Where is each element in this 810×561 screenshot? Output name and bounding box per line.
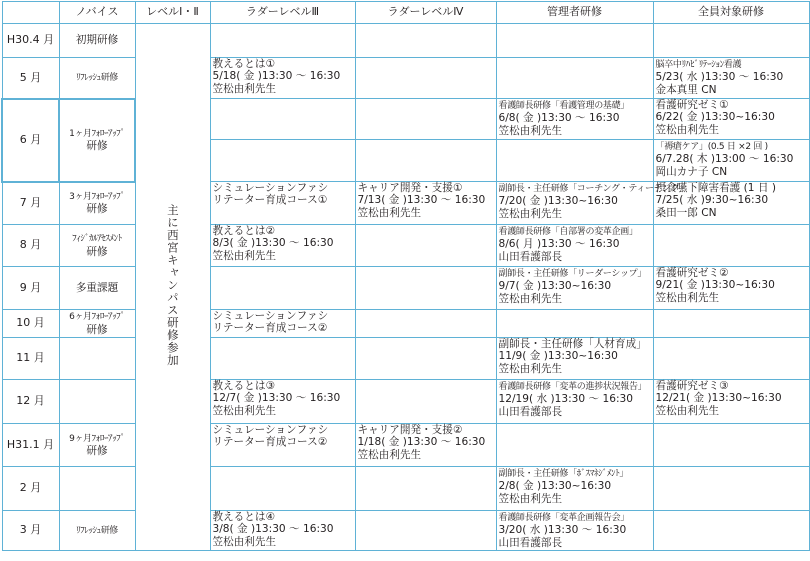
header-row [2,2,809,24]
manager-cell [496,24,653,58]
novice-cell [59,338,135,380]
ladder3-cell [210,267,355,310]
ladder4-cell: キャリア開発・支援① 7/13( 金 )13:30 ～ 16:30 笠松由利先生 [355,182,496,225]
table-row [2,24,809,58]
table-row [2,58,809,99]
novice-cell: 1ヶ月ﾌｫﾛｰｱｯﾌﾟ 研修 [59,99,135,182]
table-row [2,99,809,140]
manager-cell: 副師長・主任研修「リーダーシップ」 9/7( 金 )13:30~16:30 笠松由利先生 [496,267,653,310]
ladder4-cell [355,467,496,511]
level12-note: 主に西宮キャンパス研修参加 [165,204,180,367]
month-cell: 2 月 [2,467,59,511]
all-staff-cell [653,24,809,58]
ladder3-cell [210,24,355,58]
novice-cell: 初期研修 [59,24,135,58]
month-cell: 7 月 [2,182,59,225]
novice-cell [59,380,135,424]
all-staff-cell: 「褥瘡ケア」(0.5 日 ×2 回 ) 6/7.28( 木 )13:00 ～ 16:30 岡山カナ子 CN [653,140,809,182]
ladder3-cell: シミュレーションファシ リテーター育成コース② [210,310,355,338]
table-row [2,511,809,551]
ladder4-cell [355,225,496,267]
ladder3-cell: 教えるとは④ 3/8( 金 )13:30 ～ 16:30 笠松由利先生 [210,511,355,551]
manager-cell: 看護師長研修「変革企画報告会」 3/20( 水 )13:30 ～ 16:30 山田看護部長 [496,511,653,551]
ladder4-cell [355,338,496,380]
manager-cell: 看護師長研修「自部署の変革企画」 8/6( 月 )13:30 ～ 16:30 山田看護部長 [496,225,653,267]
table-row [2,267,809,310]
table-row [2,380,809,424]
ladder3-cell: 教えるとは① 5/18( 金 )13:30 ～ 16:30 笠松由利先生 [210,58,355,99]
all-staff-cell: 看護研究ゼミ② 9/21( 金 )13:30~16:30 笠松由利先生 [653,267,809,310]
manager-cell [496,140,653,182]
ladder4-cell [355,58,496,99]
novice-cell: ﾌｨｼﾞｶﾙｱｾｽﾒﾝﾄ 研修 [59,225,135,267]
ladder4-cell [355,511,496,551]
month-cell: 10 月 [2,310,59,338]
header-cell: ラダーレベルⅢ [210,2,355,24]
month-cell: 9 月 [2,267,59,310]
ladder3-cell [210,467,355,511]
all-staff-cell: 摂食嚥下障害看護 (1 日 ) 7/25( 水 )9:30~16:30 桑田一郎 CN [653,182,809,225]
table-row [2,310,809,338]
ladder4-cell [355,24,496,58]
header-cell: 管理者研修 [496,2,653,24]
manager-cell [496,58,653,99]
ladder4-cell [355,380,496,424]
ladder4-cell [355,267,496,310]
table-row [2,467,809,511]
manager-cell [496,310,653,338]
all-staff-cell [653,467,809,511]
ladder3-cell [210,99,355,140]
all-staff-cell [653,225,809,267]
ladder3-cell [210,140,355,182]
level12-cell [135,24,210,551]
header-cell: ノバイス [59,2,135,24]
all-staff-cell [653,511,809,551]
month-cell: 3 月 [2,511,59,551]
month-cell: H30.4 月 [2,24,59,58]
novice-cell: 多重課題 [59,267,135,310]
all-staff-cell: 脳卒中ﾘﾊﾋﾞﾘﾃｰｼｮﾝ看護 5/23( 水 )13:30 ～ 16:30 金本真里 CN [653,58,809,99]
month-cell: 6 月 [2,99,59,182]
table-row [2,424,809,467]
novice-cell: ﾘﾌﾚｯｼｭ研修 [59,58,135,99]
all-staff-cell [653,310,809,338]
header-cell: 全員対象研修 [653,2,809,24]
training-schedule-table [1,1,810,551]
all-staff-cell: 看護研究ゼミ① 6/22( 金 )13:30~16:30 笠松由利先生 [653,99,809,140]
month-cell: 5 月 [2,58,59,99]
header-cell [2,2,59,24]
ladder3-cell: シミュレーションファシ リテーター育成コース② [210,424,355,467]
manager-cell: 看護師長研修「変革の進捗状況報告」 12/19( 水 )13:30 ～ 16:30 山田看護部長 [496,380,653,424]
novice-cell: 3ヶ月ﾌｫﾛｰｱｯﾌﾟ 研修 [59,182,135,225]
header-cell: ラダーレベルⅣ [355,2,496,24]
novice-cell: ﾘﾌﾚｯｼｭ研修 [59,511,135,551]
manager-cell: 副師長・主任研修「人材育成」 11/9( 金 )13:30~16:30 笠松由利先生 [496,338,653,380]
manager-cell: 副師長・主任研修「コーチング・ティーチング」 7/20( 金 )13:30~16:30 笠松由利先生 [496,182,653,225]
all-staff-cell [653,338,809,380]
manager-cell [496,424,653,467]
month-cell: 11 月 [2,338,59,380]
ladder3-cell: 教えるとは③ 12/7( 金 )13:30 ～ 16:30 笠松由利先生 [210,380,355,424]
table-row [2,338,809,380]
novice-cell [59,467,135,511]
header-cell: レベルⅠ・Ⅱ [135,2,210,24]
ladder4-cell [355,310,496,338]
ladder3-cell: シミュレーションファシ リテーター育成コース① [210,182,355,225]
table-row [2,225,809,267]
all-staff-cell: 看護研究ゼミ③ 12/21( 金 )13:30~16:30 笠松由利先生 [653,380,809,424]
manager-cell: 副師長・主任研修「ﾎﾞｽﾏﾈｼﾞﾒﾝﾄ」 2/8( 金 )13:30~16:30 笠松由利先生 [496,467,653,511]
table-row [2,182,809,225]
ladder4-cell: キャリア開発・支援② 1/18( 金 )13:30 ～ 16:30 笠松由利先生 [355,424,496,467]
manager-cell: 看護師長研修「看護管理の基礎」 6/8( 金 )13:30 ～ 16:30 笠松由利先生 [496,99,653,140]
month-cell: 8 月 [2,225,59,267]
novice-cell: 9ヶ月ﾌｫﾛｰｱｯﾌﾟ 研修 [59,424,135,467]
month-cell: H31.1 月 [2,424,59,467]
ladder3-cell [210,338,355,380]
novice-cell: 6ヶ月ﾌｫﾛｰｱｯﾌﾟ 研修 [59,310,135,338]
month-cell: 12 月 [2,380,59,424]
ladder4-cell [355,140,496,182]
ladder4-cell [355,99,496,140]
ladder3-cell: 教えるとは② 8/3( 金 )13:30 ～ 16:30 笠松由利先生 [210,225,355,267]
all-staff-cell [653,424,809,467]
